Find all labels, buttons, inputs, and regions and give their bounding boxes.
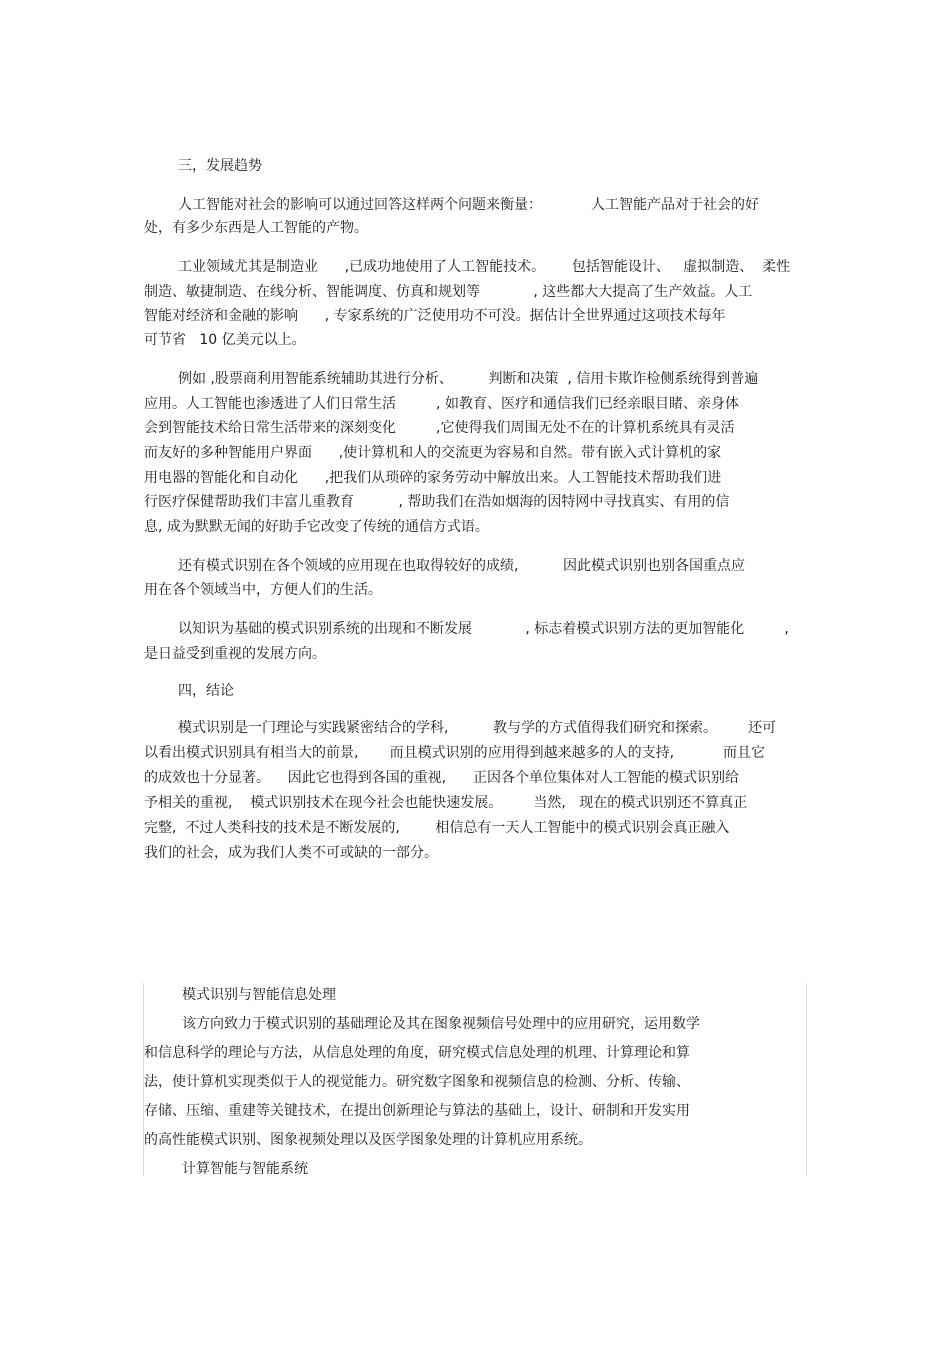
text-line: 可节省 10 亿美元以上。 (144, 332, 306, 348)
section-heading-trends: 三，发展趋势 (178, 158, 262, 174)
text-line: 和信息科学的理论与方法，从信息处理的角度，研究模式信息处理的机理、计算理论和算 (144, 1045, 690, 1061)
subheading-pattern-recognition: 模式识别与智能信息处理 (182, 987, 336, 1003)
text-line: 以知识为基础的模式识别系统的出现和不断发展 , 标志着模式识别方法的更加智能化 , (178, 621, 789, 637)
text-line: 会到智能技术给日常生活带来的深刻变化 ,它使得我们周围无处不在的计算机系统具有灵活 (144, 420, 735, 436)
text-line: 的成效也十分显著。 因此它也得到各国的重视, 正因各个单位集体对人工智能的模式识别给 (144, 770, 739, 786)
text-line: 我们的社会，成为我们人类不可或缺的一部分。 (144, 845, 438, 861)
text-line: 处，有多少东西是人工智能的产物。 (144, 220, 368, 236)
text-line: 例如 ,股票商利用智能系统辅助其进行分析、 判断和决策 , 信用卡欺诈检侧系统得到普遍 (178, 371, 759, 387)
text-line: 用在各个领域当中，方便人们的生活。 (144, 582, 382, 598)
text-line: 智能对经济和金融的影响 , 专家系统的广泛使用功不可没。据估计全世界通过这项技术每年 (144, 308, 726, 324)
text-line: 法，使计算机实现类似于人的视觉能力。研究数字图象和视频信息的检测、分析、传输、 (144, 1074, 690, 1090)
text-line: 行医疗保健帮助我们丰富儿重教育 , 帮助我们在浩如烟海的因特网中寻找真实、有用的信 (144, 494, 730, 510)
right-border-rule (806, 983, 807, 1176)
section-heading-conclusion: 四，结论 (178, 683, 234, 699)
text-line: 予相关的重视, 模式识别技术在现今社会也能快速发展。 当然, 现在的模式识别还不算真正 (144, 795, 748, 811)
text-line: 制造、敏捷制造、在线分析、智能调度、仿真和规划等 , 这些都大大提高了生产效益。人工 (144, 284, 753, 300)
text-line: 是日益受到重视的发展方向。 (144, 646, 326, 662)
subheading-computational-intelligence: 计算智能与智能系统 (182, 1161, 308, 1177)
text-line: 息, 成为默默无闻的好助手它改变了传统的通信方式语。 (144, 519, 489, 535)
text-line: 还有模式识别在各个领域的应用现在也取得较好的成绩, 因此模式识别也别各国重点应 (178, 558, 745, 574)
text-line: 用电器的智能化和自动化 ,把我们从琐碎的家务劳动中解放出来。人工智能技术帮助我们进 (144, 470, 722, 486)
text-line: 的高性能模式识别、图象视频处理以及医学图象处理的计算机应用系统。 (144, 1132, 592, 1148)
text-line: 模式识别是一门理论与实践紧密结合的学科, 教与学的方式值得我们研究和探索。 还可 (178, 720, 777, 736)
text-line: 而友好的多种智能用户界面 ,使计算机和人的交流更为容易和自然。带有嵌入式计算机的家 (144, 445, 722, 461)
text-line: 人工智能对社会的影响可以通过回答这样两个问题来衡量： 人工智能产品对于社会的好 (178, 197, 759, 213)
text-line: 应用。人工智能也渗透进了人们日常生活 , 如教育、医疗和通信我们已经亲眼目睹、亲身体 (144, 396, 739, 412)
text-line: 工业领域尤其是制造业 ,已成功地使用了人工智能技术。 包括智能设计、 虚拟制造、 柔性 (178, 259, 791, 275)
text-line: 存储、压缩、重建等关键技术，在提出创新理论与算法的基础上，设计、研制和开发实用 (144, 1103, 690, 1119)
text-line: 以看出模式识别具有相当大的前景, 而且模式识别的应用得到越来越多的人的支持, 而且它 (144, 745, 766, 761)
text-line: 该方向致力于模式识别的基础理论及其在图象视频信号处理中的应用研究，运用数学 (182, 1016, 700, 1032)
text-line: 完整, 不过人类科技的技术是不断发展的, 相信总有一天人工智能中的模式识别会真正融入 (144, 820, 730, 836)
